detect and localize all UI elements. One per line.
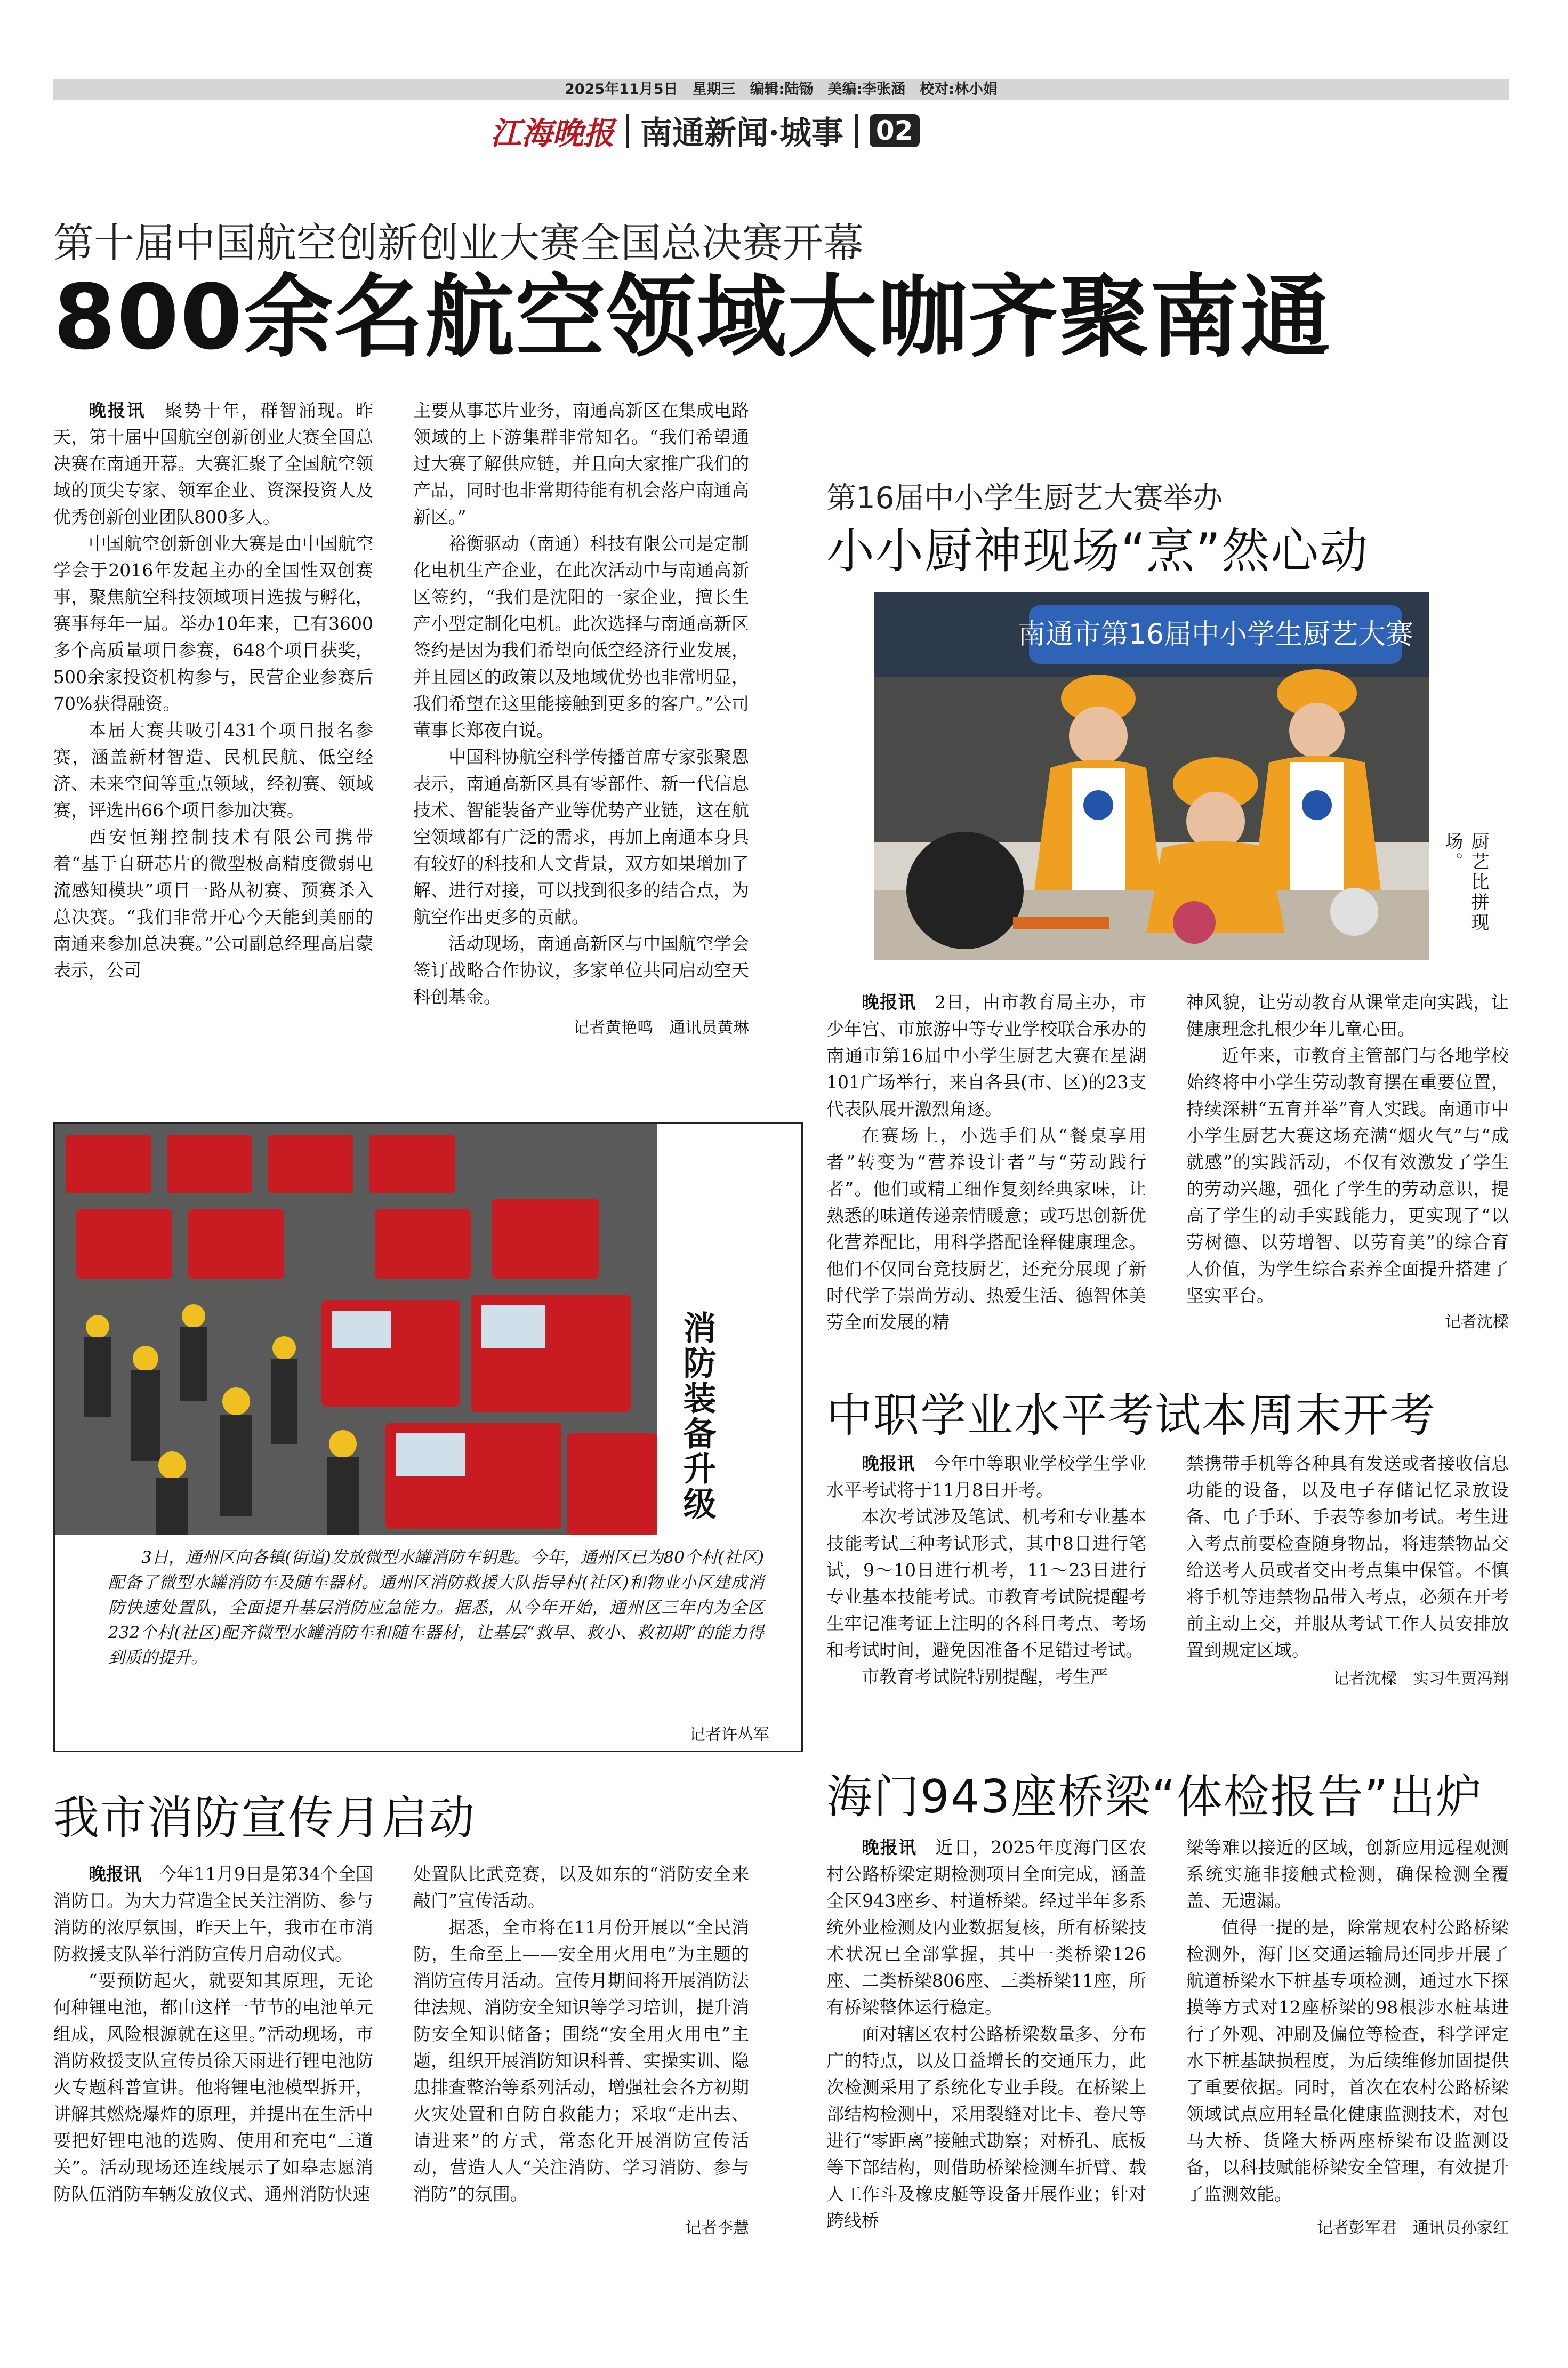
paragraph: “要预防起火，就要知其原理，无论何种锂电池，都由这样一节节的电池单元组成，风险根源就在这里。”活动现场，市消防救援支队宣传员徐天雨进行锂电池防火专题科普宣讲。他将锂电池模型拆开，讲解其燃烧爆炸的原理，并提出在生活中要把好锂电池的选购、使用和充电“三道关”。活动现场还连线展示了如皋志愿消防队伍消防车辆发放仪式、通州消防快速 [53, 1970, 373, 2204]
paragraph: 在赛场上，小选手们从“餐桌享用者”转变为“营养设计者”与“劳动践行者”。他们或精工细作复刻经典家味，让熟悉的味道传递亲情暖意；或巧思创新优化营养配比，用科学搭配诠释健康理念。他们不仅同台竞技厨艺，还充分展现了新时代学子崇尚劳动、热爱生活、德智体美劳全面发展的精 [826, 1125, 1146, 1332]
section-title: 南通新闻·城事 [640, 115, 843, 152]
firemonth-column-1 [53, 1861, 373, 2208]
masthead [490, 107, 920, 155]
main-kicker: 第十届中国航空创新创业大赛全国总决赛开幕 [53, 219, 864, 267]
paragraph: 本届大赛共吸引431个项目报名参赛，涵盖新材智造、民机民航、低空经济、未来空间等重点领域，经初赛、领域赛，评选出66个项目参加决赛。 [53, 720, 373, 821]
cook-column-1 [826, 989, 1146, 1336]
paragraph: 市教育考试院特别提醒，考生严 [862, 1666, 1108, 1687]
paragraph: 裕衡驱动（南通）科技有限公司是定制化电机生产企业，在此次活动中与南通高新区签约，“我们是沈阳的一家企业，擅长生产小型定制化电机。此次选择与南通高新区签约是因为我们希望向低空经济行业发展，并且园区的政策以及地域优势也非常明显，我们希望在这里能接触到更多的客户。”公司董事长郑夜白说。 [413, 533, 749, 741]
fire-caption: 3日，通州区向各镇(街道)发放微型水罐消防车钥匙。今年，通州区已为80个村(社区)配备了微型水罐消防车及随车器材。通州区消防救援大队指导村(社区)和物业小区建成消防快速处置队，全面提升基层消防应急能力。据悉，从今年开始，通州区三年内为全区232个村(社区)配齐微型水罐消防车和随车器材，让基层“救早、救小、救初期”的能力得到质的提升。 [108, 1548, 764, 1667]
cook-headline: 小小厨神现场“烹”然心动 [826, 523, 1369, 579]
masthead-divider [626, 114, 629, 148]
cooking-photo-illustration [874, 592, 1429, 960]
fire-caption-title: 消防装备升级 [678, 1311, 717, 1522]
paragraph: 2日，由市教育局主办，市少年宫、市旅游中等专业学校联合承办的南通市第16届中小学生厨艺大赛在星湖101广场举行，来自各县(市、区)的23支代表队展开激烈角逐。 [826, 992, 1147, 1119]
paragraph: 聚势十年，群智涌现。昨天，第十届中国航空创新创业大赛全国总决赛在南通开幕。大赛汇聚了全国航空领域的顶尖专家、领军企业、资深投资人及优秀创新创业团队800多人。 [53, 400, 374, 527]
paragraph: 近年来，市教育主管部门与各地学校始终将中小学生劳动教育摆在重要位置，持续深耕“五育并举”育人实践。南通市中小学生厨艺大赛这场充满“烟火气”与“成就感”的实践活动，不仅有效激发了学生的劳动兴趣，强化了学生的劳动意识，提高了学生的动手实践能力，更实现了“以劳树德、以劳增智、以劳育美”的综合育人价值，为学生综合素养全面提升搭建了坚实平台。 [1186, 1045, 1509, 1306]
paragraph: 活动现场，南通高新区与中国航空学会签订战略合作协议，多家单位共同启动空天科创基金。 [413, 933, 749, 1007]
cook-kicker: 第16届中小学生厨艺大赛举办 [826, 481, 1223, 516]
paragraph: 西安恒翔控制技术有限公司携带着“基于自研芯片的微型极高精度微弱电流感知模块”项目一路从初赛、预赛杀入总决赛。“我们非常开心今天能到美丽的南通来参加总决赛。”公司副总经理高启蒙表示，公司 [53, 826, 373, 981]
byline: 记者沈樑 [1445, 1313, 1509, 1331]
lead-tag: 晚报讯 [89, 1864, 142, 1884]
lead-tag: 晚报讯 [862, 1837, 917, 1858]
firemonth-column-2 [413, 1861, 749, 2242]
byline: 记者许丛军 [689, 1725, 769, 1744]
lead-tag: 晚报讯 [862, 992, 916, 1013]
banner-text: 南通市第16届中小学生厨艺大赛 [1017, 619, 1414, 651]
paragraph: 神风貌，让劳动教育从课堂走向实践，让健康理念扎根少年儿童心田。 [1186, 992, 1509, 1039]
bridge-column-2 [1186, 1834, 1509, 2242]
masthead-divider [855, 114, 858, 148]
fire-truck-illustration [55, 1124, 657, 1535]
photo-caption: 厨艺比拼现场。 [1442, 832, 1489, 933]
exam-column-1 [826, 1450, 1146, 1690]
paragraph: 禁携带手机等各种具有发送或者接收信息功能的设备，以及电子存储记忆录放设备、电子手环、手表等参加考试。考生进入考点前要检查随身物品，将违禁物品交给送考人员或者交由考点集中保管。不慎将手机等违禁物品带入考点，必须在开考前主动上交，并服从考试工作人员安排放置到规定区域。 [1186, 1453, 1509, 1660]
paragraph: 主要从事芯片业务，南通高新区在集成电路领域的上下游集群非常知名。“我们希望通过大赛了解供应链，并且向大家推广我们的产品，同时也非常期待能有机会落户南通高新区。” [413, 400, 749, 527]
main-column-2 [413, 397, 749, 1041]
byline: 记者李慧 [685, 2219, 749, 2237]
paragraph: 近日，2025年度海门区农村公路桥梁定期检测项目全面完成，涵盖全区943座乡、村道桥梁。经过半年多系统外业检测及内业数据复核，所有桥梁技术状况已全部掌握，其中一类桥梁126座、二类桥梁806座、三类桥梁11座，所有桥梁整体运行稳定。 [826, 1837, 1147, 2018]
paragraph: 今年中等职业学校学生学业水平考试将于11月8日开考。 [826, 1453, 1147, 1500]
lead-tag: 晚报讯 [862, 1453, 915, 1474]
paragraph: 今年11月9日是第34个全国消防日。为大力营造全民关注消防、参与消防的浓厚氛围，昨天上午，我市在市消防救援支队举行消防宣传月启动仪式。 [53, 1864, 374, 1964]
bridge-column-1 [826, 1834, 1146, 2234]
main-headline: 800余名航空领域大咖齐聚南通 [53, 265, 1331, 370]
paragraph: 中国科协航空科学传播首席专家张聚恩表示，南通高新区具有零部件、新一代信息技术、智能装备产业等优势产业链，这在航空领域都有广泛的需求，再加上南通本身具有较好的科技和人文背景，双方如果增加了解、进行对接，可以找到很多的结合点，为航空作出更多的贡献。 [413, 746, 749, 927]
byline: 记者黄艳鸣 通讯员黄琳 [573, 1018, 749, 1037]
lead-tag: 晚报讯 [89, 400, 146, 421]
cook-column-2 [1186, 989, 1509, 1336]
fire-truck-photo [55, 1124, 657, 1535]
fire-equipment-box [53, 1122, 803, 1752]
paragraph: 据悉，全市将在11月份开展以“全民消防，生命至上——安全用火用电”为主题的消防宣传月活动。宣传月期间将开展消防法律法规、消防安全知识等学习培训，提升消防安全知识储备；围绕“安全用火用电”主题，组织开展消防知识科普、实操实训、隐患排查整治等系列活动，增强社会各方初期火灾处置和自防自救能力；采取“走出去、请进来”的方式，常态化开展消防宣传活动，营造人人“关注消防、学习消防、参与消防”的氛围。 [413, 1917, 749, 2204]
dateline: 2025年11月5日 星期三 编辑:陆铴 美编:李张涵 校对:林小娟 [565, 81, 998, 98]
byline: 记者沈樑 实习生贾冯翔 [1333, 1669, 1509, 1688]
cooking-photo [874, 592, 1429, 960]
exam-headline: 中职学业水平考试本周末开考 [826, 1389, 1436, 1442]
paragraph: 梁等难以接近的区域，创新应用远程观测系统实施非接触式检测，确保检测全覆盖、无遗漏。 [1186, 1837, 1509, 1911]
newspaper-logo: 江海晚报 [490, 115, 615, 151]
bridge-headline: 海门943座桥梁“体检报告”出炉 [826, 1770, 1483, 1824]
main-column-1 [53, 397, 373, 984]
paragraph: 值得一提的是，除常规农村公路桥梁检测外，海门区交通运输局还同步开展了航道桥梁水下桩基专项检测，通过水下探摸等方式对12座桥梁的98根涉水桩基进行了外观、冲刷及偏位等检查，科学评定水下桩基缺损程度，为后续维修加固提供了重要依据。同时，首次在农村公路桥梁领域试点应用轻量化健康监测技术，对包马大桥、货隆大桥两座桥梁布设监测设备，以科技赋能桥梁安全管理，有效提升了监测效能。 [1186, 1917, 1509, 2204]
paragraph: 本次考试涉及笔试、机考和专业基本技能考试三种考试形式，其中8日进行笔试，9～10日进行机考，11～23日进行专业基本技能考试。市教育考试院提醒考生牢记准考证上注明的各科目考点、考场和考试时间，避免因准备不足错过考试。 [826, 1506, 1146, 1660]
paragraph: 中国航空创新创业大赛是由中国航空学会于2016年发起主办的全国性双创赛事，聚焦航空科技领域项目选拔与孵化，赛事每年一届。举办10年来，已有3600多个高质量项目参赛，648个项目获奖，500余家投资机构参与，民营企业参赛后70%获得融资。 [53, 533, 373, 714]
date-bar [53, 79, 1509, 100]
paragraph: 处置队比武竞赛，以及如东的“消防安全来敲门”宣传活动。 [413, 1864, 749, 1911]
byline: 记者彭军君 通讯员孙家红 [1317, 2219, 1509, 2237]
firemonth-headline: 我市消防宣传月启动 [53, 1792, 476, 1845]
paragraph: 面对辖区农村公路桥梁数量多、分布广的特点，以及日益增长的交通压力，此次检测采用了系统化专业手段。在桥梁上部结构检测中，采用裂缝对比卡、卷尺等进行“零距离”接触式勘察；对桥孔、底板等下部结构，则借助桥梁检测车折臂、载人工作斗及橡皮艇等设备开展作业；针对跨线桥 [826, 2024, 1146, 2231]
page-number: 02 [870, 114, 920, 147]
exam-column-2 [1186, 1450, 1509, 1692]
